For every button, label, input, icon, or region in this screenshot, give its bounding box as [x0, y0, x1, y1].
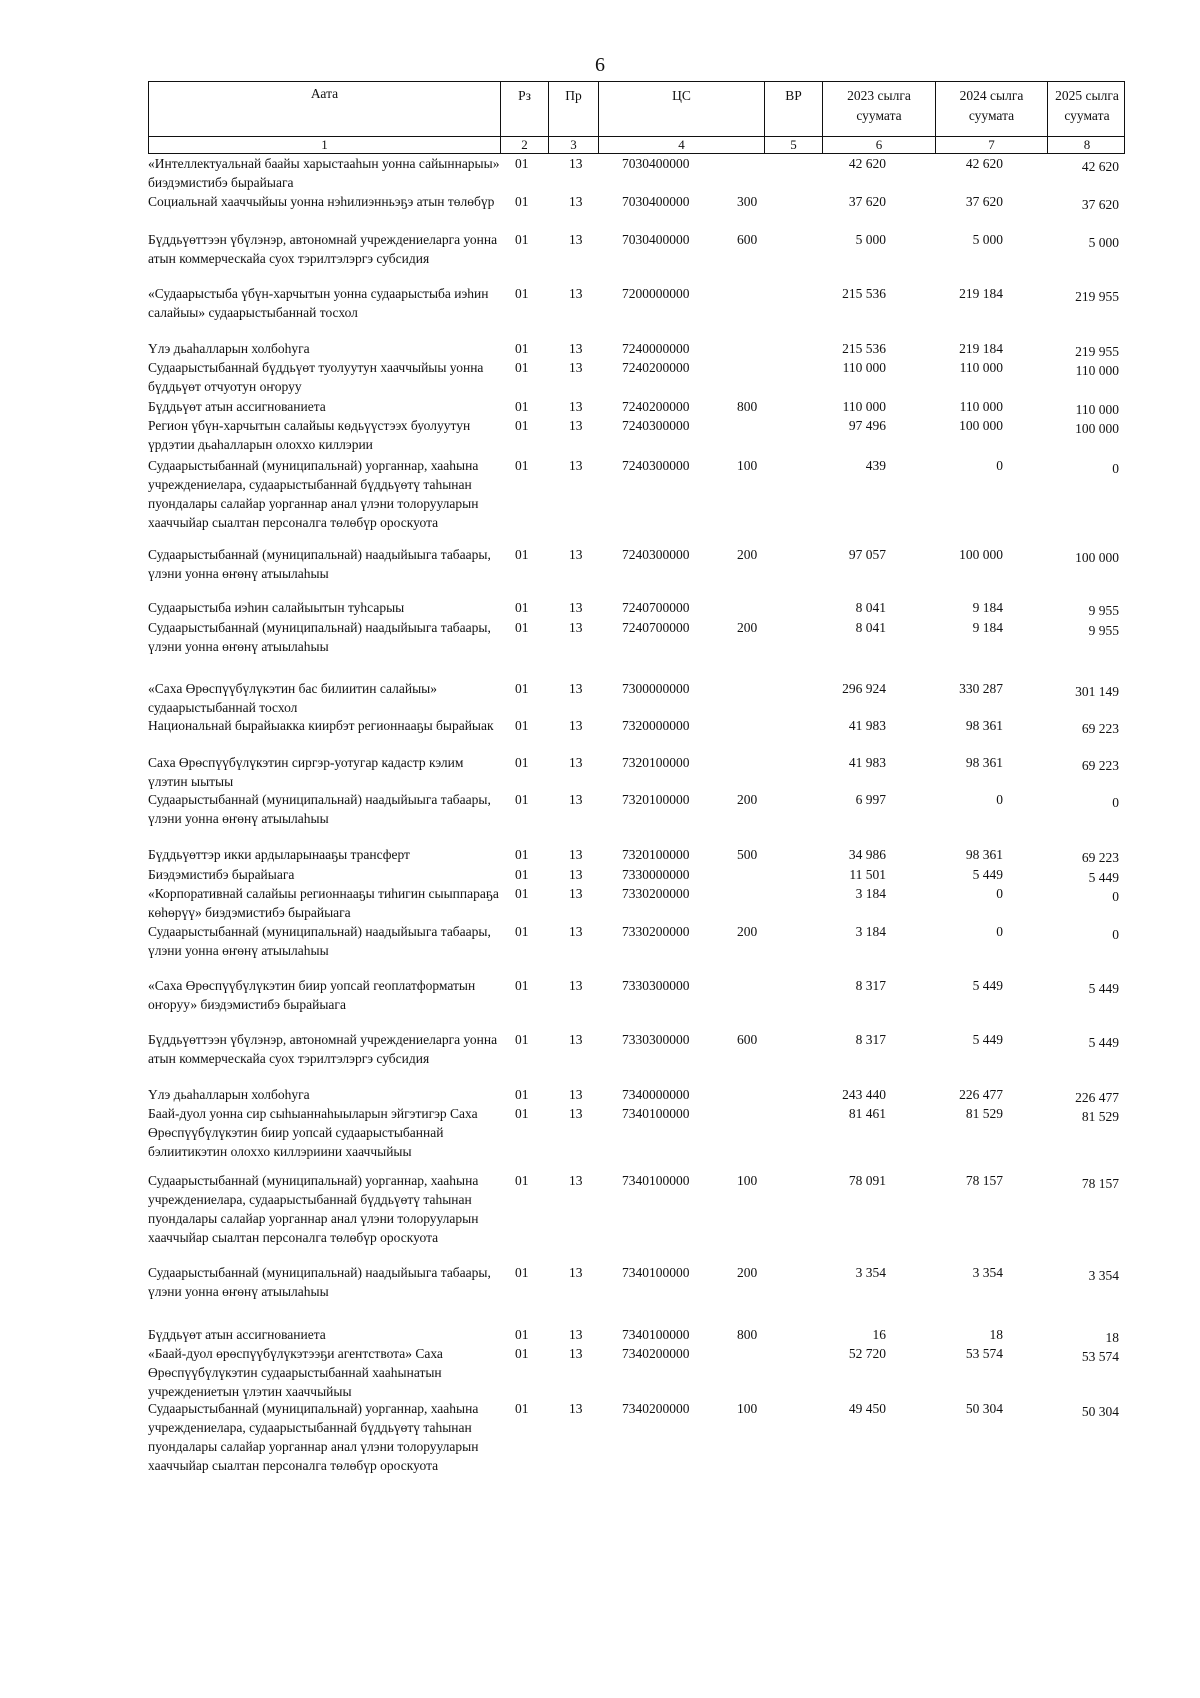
row-value-2024: 0: [996, 924, 1003, 939]
row-value-2025: 42 620: [1081, 159, 1119, 174]
row-name: «Судаарыстыба үбүн-харчытын уонна судаарыстыба иэһин салайыы» судаарыстыбаннай тосхол: [148, 286, 489, 320]
row-value-2025: 301 149: [1075, 684, 1119, 699]
row-value-2025: 37 620: [1081, 197, 1119, 212]
row-value-2023: 11 501: [849, 867, 886, 882]
row-value-2024: 0: [996, 792, 1003, 807]
row-name: Социальнай хааччыйыы уонна нэһилиэнньэҕэ атын төлөбүр: [148, 194, 495, 209]
row-vr: 800: [737, 399, 758, 414]
row-cs: 7030400000: [622, 232, 690, 247]
row-value-2023: 52 720: [848, 1346, 886, 1361]
row-vr: 200: [737, 792, 758, 807]
row-value-2025: 5 449: [1088, 870, 1119, 885]
row-pr: 13: [569, 418, 583, 433]
row-rz: 01: [515, 194, 529, 209]
column-number: 8: [1083, 137, 1091, 152]
row-value-2025: 69 223: [1081, 721, 1119, 736]
row-value-2024: 98 361: [965, 718, 1003, 733]
row-cs: 7240700000: [622, 620, 690, 635]
row-cs: 7320100000: [622, 755, 690, 770]
row-pr: 13: [569, 341, 583, 356]
header-name: Аата: [149, 82, 501, 136]
row-value-2024: 98 361: [965, 755, 1003, 770]
row-cs: 7340100000: [622, 1265, 690, 1280]
row-cs: 7030400000: [622, 156, 690, 171]
column-number: 1: [149, 137, 501, 153]
row-pr: 13: [569, 286, 583, 301]
row-name: Үлэ дьаһалларын холбоһуга: [148, 1087, 310, 1102]
row-pr: 13: [569, 232, 583, 247]
row-value-2025: 226 477: [1075, 1090, 1119, 1105]
row-name: Бүддьүөттээн үбүлэнэр, автономнай учреждениеларга уонна атын коммерческайа суох тэрилтэлэргэ субсидия: [148, 1032, 498, 1066]
row-value-2023: 97 057: [848, 547, 886, 562]
row-name: «Баай-дуол өрөспүүбүлүкэтээҕи агентствота» Саха Өрөспүүбүлүкэтин судаарыстыбаннай хааһынатын учреждениетын үлэтин хааччыйыы: [148, 1346, 443, 1399]
table-header: [148, 81, 1125, 137]
row-cs: 7340100000: [622, 1327, 690, 1342]
column-number: 5: [765, 137, 823, 153]
row-value-2024: 18: [989, 1327, 1003, 1342]
row-value-2024: 5 449: [972, 978, 1003, 993]
row-value-2024: 219 184: [959, 286, 1003, 301]
row-name: Судаарыстыбаннай бүддьүөт туолуутун хааччыйыы уонна бүддьүөт отчуотун оҥоруу: [148, 360, 484, 394]
header-2023: 2023 сылга суумата: [823, 82, 936, 136]
row-rz: 01: [515, 1032, 529, 1047]
row-rz: 01: [515, 547, 529, 562]
row-value-2024: 3 354: [972, 1265, 1003, 1280]
column-number: 4: [599, 137, 765, 153]
row-value-2025: 9 955: [1088, 603, 1119, 618]
row-cs: 7340200000: [622, 1346, 690, 1361]
row-value-2025: 219 955: [1075, 344, 1119, 359]
row-cs: 7240300000: [622, 547, 690, 562]
row-value-2024: 9 184: [972, 600, 1003, 615]
row-vr: 100: [737, 1173, 758, 1188]
row-value-2023: 110 000: [842, 360, 886, 375]
row-name: Бүддьүөт атын ассигнованиета: [148, 399, 326, 414]
column-number-row: [148, 137, 1125, 154]
row-value-2025: 5 000: [1088, 235, 1119, 250]
row-name: Судаарыстыбаннай (муниципальнай) наадыйыыга табаары, үлэни уонна өҥөнү атыылаһыы: [148, 792, 491, 826]
row-value-2024: 5 449: [972, 867, 1003, 882]
row-vr: 200: [737, 620, 758, 635]
row-rz: 01: [515, 681, 529, 696]
row-rz: 01: [515, 341, 529, 356]
row-value-2024: 9 184: [972, 620, 1003, 635]
row-value-2025: 69 223: [1081, 850, 1119, 865]
row-name: Судаарыстыбаннай (муниципальнай) наадыйыыга табаары, үлэни уонна өҥөнү атыылаһыы: [148, 924, 491, 958]
row-value-2025: 81 529: [1081, 1109, 1119, 1124]
row-rz: 01: [515, 399, 529, 414]
row-value-2025: 18: [1105, 1330, 1119, 1345]
column-number: 2: [501, 137, 549, 153]
row-value-2023: 49 450: [848, 1401, 886, 1416]
row-rz: 01: [515, 418, 529, 433]
row-name: Судаарыстыбаннай (муниципальнай) уорганнар, хааһына учреждениелара, судаарыстыбаннай бүддьүөтү таһынан пуондалары салайар уорганнар анал үлэни толорууларын хааччыйар сыалтан персоналга төлөбүр ороскуота: [148, 458, 479, 530]
row-value-2023: 8 317: [855, 1032, 886, 1047]
row-vr: 200: [737, 1265, 758, 1280]
page-number: 6: [595, 54, 605, 76]
row-name: Национальнай бырайыакка киирбэт регионнааҕы бырайыак: [148, 718, 494, 733]
row-value-2025: 3 354: [1088, 1268, 1119, 1283]
row-value-2023: 41 983: [848, 755, 886, 770]
row-value-2025: 0: [1112, 927, 1119, 942]
row-value-2023: 37 620: [848, 194, 886, 209]
row-rz: 01: [515, 1346, 529, 1361]
row-value-2025: 0: [1112, 795, 1119, 810]
row-value-2024: 5 000: [972, 232, 1003, 247]
row-vr: 500: [737, 847, 758, 862]
row-value-2023: 97 496: [848, 418, 886, 433]
row-value-2024: 0: [996, 458, 1003, 473]
row-cs: 7300000000: [622, 681, 690, 696]
row-value-2023: 243 440: [842, 1087, 886, 1102]
row-value-2023: 3 184: [855, 924, 886, 939]
row-rz: 01: [515, 886, 529, 901]
row-rz: 01: [515, 792, 529, 807]
row-rz: 01: [515, 156, 529, 171]
row-cs: 7240200000: [622, 399, 690, 414]
header-2025: 2025 сылга суумата: [1055, 88, 1119, 123]
row-value-2024: 53 574: [965, 1346, 1003, 1361]
row-pr: 13: [569, 600, 583, 615]
row-rz: 01: [515, 620, 529, 635]
row-rz: 01: [515, 978, 529, 993]
row-cs: 7340000000: [622, 1087, 690, 1102]
row-value-2023: 41 983: [848, 718, 886, 733]
row-value-2025: 110 000: [1075, 363, 1119, 378]
row-value-2024: 226 477: [959, 1087, 1003, 1102]
header-vr: ВР: [765, 82, 823, 136]
row-value-2025: 0: [1112, 461, 1119, 476]
row-cs: 7240300000: [622, 458, 690, 473]
row-value-2024: 81 529: [965, 1106, 1003, 1121]
row-cs: 7330300000: [622, 1032, 690, 1047]
row-value-2025: 100 000: [1075, 550, 1119, 565]
row-cs: 7200000000: [622, 286, 690, 301]
row-value-2025: 5 449: [1088, 981, 1119, 996]
row-cs: 7240300000: [622, 418, 690, 433]
row-name: Судаарыстыба иэһин салайыытын туһсарыы: [148, 600, 405, 615]
row-vr: 200: [737, 924, 758, 939]
row-value-2023: 8 317: [855, 978, 886, 993]
row-vr: 800: [737, 1327, 758, 1342]
row-rz: 01: [515, 1087, 529, 1102]
row-value-2024: 98 361: [965, 847, 1003, 862]
row-name: Бүддьүөт атын ассигнованиета: [148, 1327, 326, 1342]
row-pr: 13: [569, 620, 583, 635]
row-value-2023: 215 536: [842, 341, 886, 356]
header-pr: Пр: [549, 82, 599, 136]
row-cs: 7320100000: [622, 847, 690, 862]
row-value-2023: 78 091: [848, 1173, 886, 1188]
row-rz: 01: [515, 755, 529, 770]
row-rz: 01: [515, 1265, 529, 1280]
header-2024: 2024 сылга суумата: [936, 82, 1048, 136]
row-value-2025: 110 000: [1075, 402, 1119, 417]
column-number: 3: [549, 137, 599, 153]
row-rz: 01: [515, 847, 529, 862]
row-rz: 01: [515, 232, 529, 247]
row-vr: 600: [737, 1032, 758, 1047]
row-rz: 01: [515, 458, 529, 473]
row-name: Бүддьүөттээн үбүлэнэр, автономнай учреждениеларга уонна атын коммерческайа суох тэрилтэлэргэ субсидия: [148, 232, 498, 266]
row-value-2024: 110 000: [959, 360, 1003, 375]
row-rz: 01: [515, 360, 529, 375]
row-value-2024: 100 000: [959, 418, 1003, 433]
row-value-2023: 110 000: [842, 399, 886, 414]
row-name: Судаарыстыбаннай (муниципальнай) уорганнар, хааһына учреждениелара, судаарыстыбаннай бүддьүөтү таһынан пуондалары салайар уорганнар анал үлэни толорууларын хааччыйар сыалтан персоналга төлөбүр ороскуота: [148, 1173, 479, 1245]
row-value-2024: 78 157: [965, 1173, 1003, 1188]
row-pr: 13: [569, 547, 583, 562]
row-value-2024: 110 000: [959, 399, 1003, 414]
row-value-2023: 296 924: [842, 681, 886, 696]
row-name: Баай-дуол уонна сир сыһыаннаһыыларын эйгэтигэр Саха Өрөспүүбүлүкэтин биир уопсай судаарыстыбаннай бэлиитикэтин олоххо киллэриини хааччыйыы: [148, 1106, 478, 1159]
row-rz: 01: [515, 600, 529, 615]
row-name: «Саха Өрөспүүбүлүкэтин бас билиитин салайыы» судаарыстыбаннай тосхол: [148, 681, 437, 715]
row-value-2025: 78 157: [1081, 1176, 1119, 1191]
row-pr: 13: [569, 1087, 583, 1102]
row-name: Судаарыстыбаннай (муниципальнай) наадыйыыга табаары, үлэни уонна өҥөнү атыылаһыы: [148, 547, 491, 581]
row-value-2023: 8 041: [855, 620, 886, 635]
row-name: «Интеллектуальнай баайы харыстааһын уонна сайыннарыы» биэдэмистибэ бырайыага: [148, 156, 500, 190]
row-pr: 13: [569, 1032, 583, 1047]
row-value-2023: 81 461: [848, 1106, 886, 1121]
row-value-2025: 9 955: [1088, 623, 1119, 638]
header-rz: Рз: [501, 82, 549, 136]
row-name: Судаарыстыбаннай (муниципальнай) наадыйыыга табаары, үлэни уонна өҥөнү атыылаһыы: [148, 1265, 491, 1299]
row-rz: 01: [515, 1106, 529, 1121]
row-value-2025: 50 304: [1081, 1404, 1119, 1419]
row-rz: 01: [515, 1327, 529, 1342]
row-vr: 300: [737, 194, 758, 209]
row-value-2025: 53 574: [1081, 1349, 1119, 1364]
row-name: Судаарыстыбаннай (муниципальнай) наадыйыыга табаары, үлэни уонна өҥөнү атыылаһыы: [148, 620, 491, 654]
row-value-2024: 219 184: [959, 341, 1003, 356]
row-name: Бүддьүөттэр икки ардыларынааҕы трансферт: [148, 847, 410, 862]
row-cs: 7030400000: [622, 194, 690, 209]
row-cs: 7340100000: [622, 1106, 690, 1121]
row-value-2024: 100 000: [959, 547, 1003, 562]
row-cs: 7320000000: [622, 718, 690, 733]
row-rz: 01: [515, 286, 529, 301]
row-value-2025: 0: [1112, 889, 1119, 904]
row-pr: 13: [569, 1327, 583, 1342]
row-pr: 13: [569, 1401, 583, 1416]
row-pr: 13: [569, 1265, 583, 1280]
row-rz: 01: [515, 924, 529, 939]
row-value-2023: 8 041: [855, 600, 886, 615]
row-value-2023: 42 620: [848, 156, 886, 171]
row-value-2024: 50 304: [965, 1401, 1003, 1416]
row-pr: 13: [569, 156, 583, 171]
row-pr: 13: [569, 1173, 583, 1188]
row-value-2025: 219 955: [1075, 289, 1119, 304]
row-name: Регион үбүн-харчытын салайыы көдьүүстээх буолуутун үрдэтии дьаһалларын олоххо киллэрии: [148, 418, 471, 452]
row-value-2024: 330 287: [959, 681, 1003, 696]
row-pr: 13: [569, 360, 583, 375]
column-number: 7: [936, 137, 1048, 153]
row-value-2023: 16: [872, 1327, 886, 1342]
row-cs: 7330000000: [622, 867, 690, 882]
row-pr: 13: [569, 924, 583, 939]
row-value-2023: 6 997: [855, 792, 886, 807]
row-vr: 100: [737, 458, 758, 473]
row-rz: 01: [515, 867, 529, 882]
row-value-2023: 439: [865, 458, 886, 473]
row-rz: 01: [515, 1173, 529, 1188]
row-pr: 13: [569, 194, 583, 209]
row-pr: 13: [569, 399, 583, 414]
row-value-2025: 69 223: [1081, 758, 1119, 773]
header-cs: ЦС: [599, 82, 765, 136]
row-value-2024: 42 620: [965, 156, 1003, 171]
row-value-2024: 37 620: [965, 194, 1003, 209]
row-name: Саха Өрөспүүбүлүкэтин сиргэр-уотугар кадастр кэлим үлэтин ыытыы: [148, 755, 464, 789]
row-value-2023: 34 986: [848, 847, 886, 862]
row-cs: 7320100000: [622, 792, 690, 807]
row-cs: 7330200000: [622, 886, 690, 901]
row-pr: 13: [569, 867, 583, 882]
row-pr: 13: [569, 718, 583, 733]
row-name: Биэдэмистибэ бырайыага: [148, 867, 295, 882]
row-rz: 01: [515, 1401, 529, 1416]
row-cs: 7340200000: [622, 1401, 690, 1416]
row-pr: 13: [569, 458, 583, 473]
row-value-2023: 215 536: [842, 286, 886, 301]
row-vr: 200: [737, 547, 758, 562]
row-vr: 100: [737, 1401, 758, 1416]
row-value-2024: 0: [996, 886, 1003, 901]
row-cs: 7330200000: [622, 924, 690, 939]
row-name: «Корпоративнай салайыы регионнааҕы тиһигин сыыппараҕа көһөрүү» биэдэмистибэ бырайыага: [148, 886, 499, 920]
row-pr: 13: [569, 681, 583, 696]
row-pr: 13: [569, 755, 583, 770]
row-cs: 7330300000: [622, 978, 690, 993]
row-cs: 7240200000: [622, 360, 690, 375]
column-number: 6: [823, 137, 936, 153]
row-pr: 13: [569, 978, 583, 993]
row-value-2025: 5 449: [1088, 1035, 1119, 1050]
row-value-2023: 3 184: [855, 886, 886, 901]
row-rz: 01: [515, 718, 529, 733]
row-name: «Саха Өрөспүүбүлүкэтин биир уопсай геоплатформатын оҥоруу» биэдэмистибэ бырайыага: [148, 978, 476, 1012]
row-pr: 13: [569, 886, 583, 901]
row-pr: 13: [569, 1346, 583, 1361]
row-vr: 600: [737, 232, 758, 247]
row-cs: 7240000000: [622, 341, 690, 356]
row-name: Судаарыстыбаннай (муниципальнай) уорганнар, хааһына учреждениелара, судаарыстыбаннай бүддьүөтү таһынан пуондалары салайар уорганнар анал үлэни толорууларын хааччыйар сыалтан персоналга төлөбүр ороскуота: [148, 1401, 479, 1473]
row-pr: 13: [569, 847, 583, 862]
row-cs: 7340100000: [622, 1173, 690, 1188]
row-cs: 7240700000: [622, 600, 690, 615]
row-value-2023: 5 000: [855, 232, 886, 247]
row-value-2025: 100 000: [1075, 421, 1119, 436]
row-pr: 13: [569, 1106, 583, 1121]
row-value-2023: 3 354: [855, 1265, 886, 1280]
row-value-2024: 5 449: [972, 1032, 1003, 1047]
row-pr: 13: [569, 792, 583, 807]
row-name: Үлэ дьаһалларын холбоһуга: [148, 341, 310, 356]
